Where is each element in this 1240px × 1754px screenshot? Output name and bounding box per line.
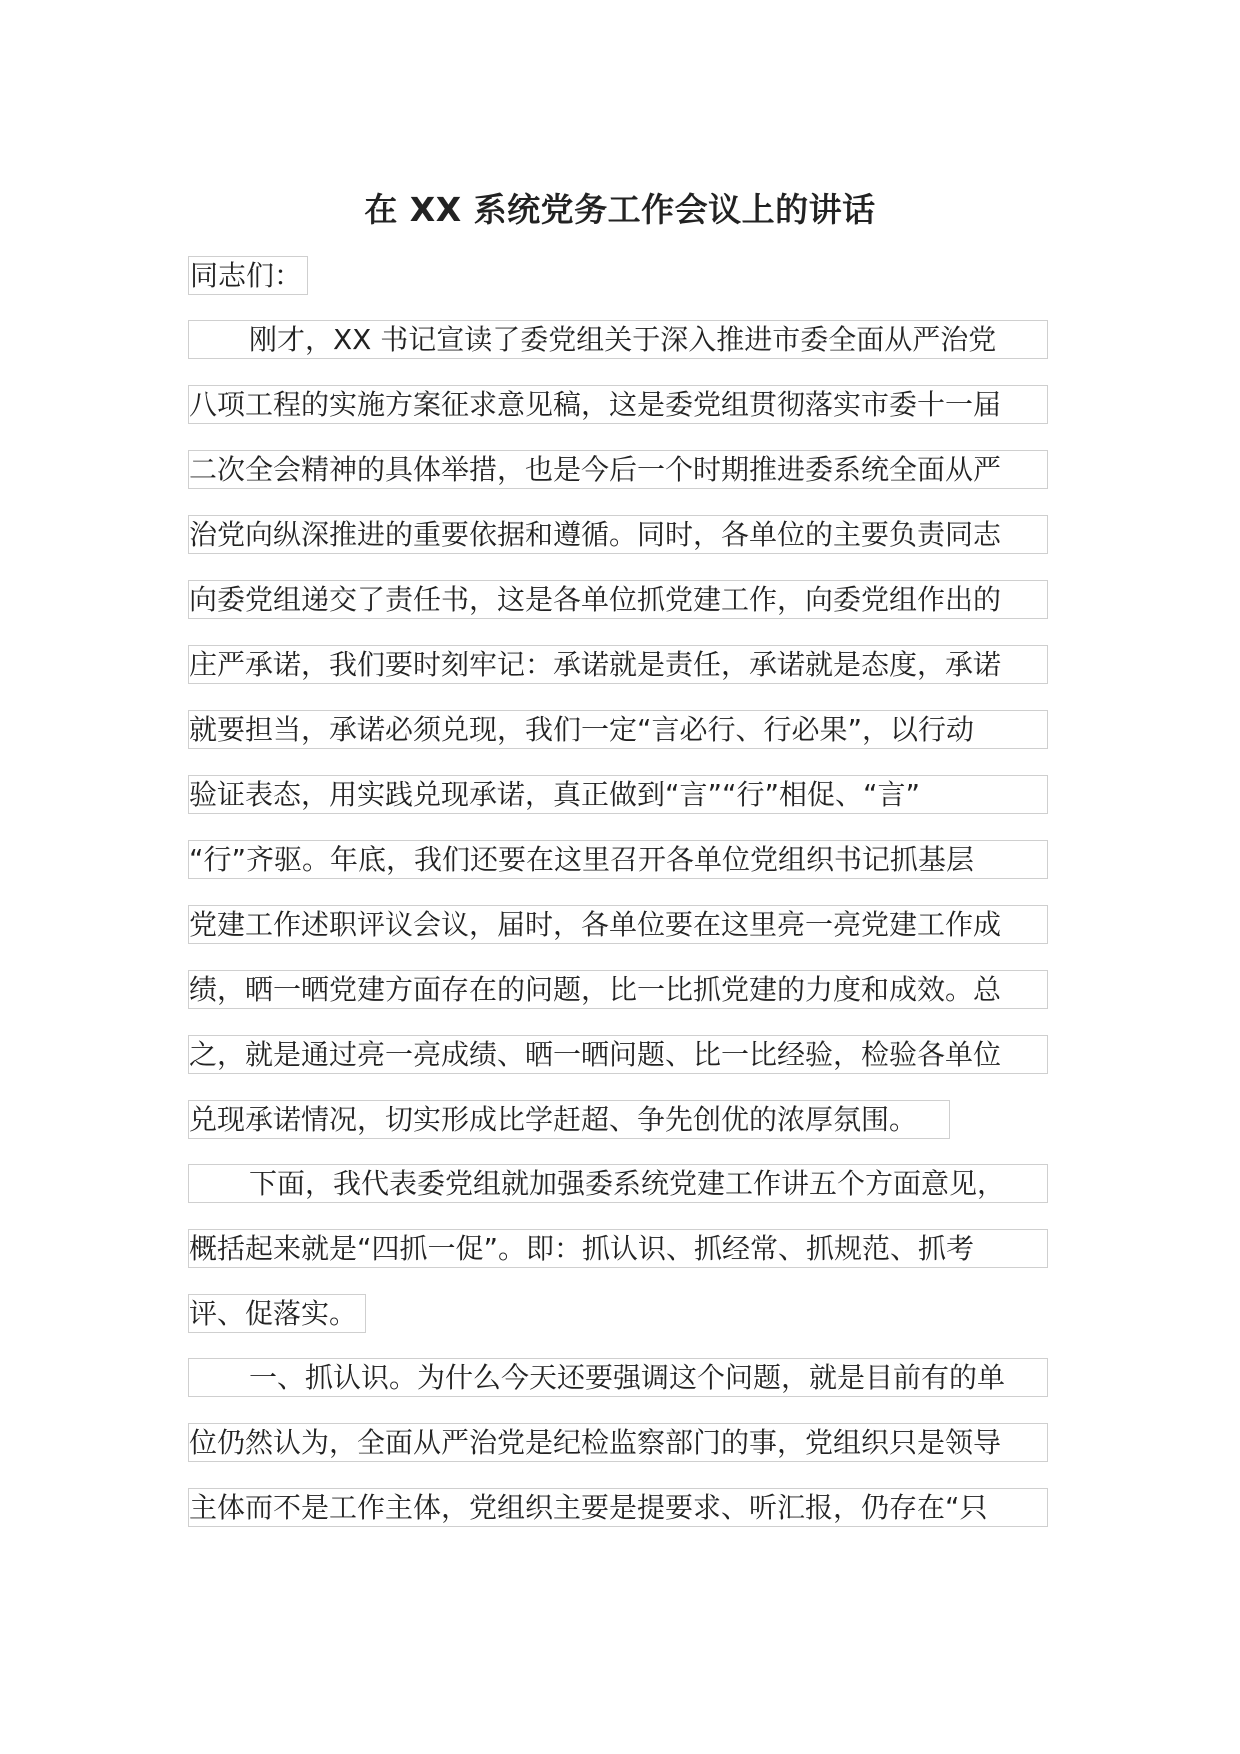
text-line-content: 主体而不是工作主体，党组织主要是提要求、听汇报，仍存在“只 bbox=[189, 1491, 988, 1524]
document-title: 在 XX 系统党务工作会议上的讲话 bbox=[364, 190, 876, 229]
text-line-content: 绩，晒一晒党建方面存在的问题，比一比抓党建的力度和成效。总 bbox=[189, 973, 1002, 1006]
text-line bbox=[188, 775, 1048, 814]
text-line bbox=[188, 256, 308, 295]
text-line bbox=[188, 1488, 1048, 1527]
text-line-content: 之，就是通过亮一亮成绩、晒一晒问题、比一比经验，检验各单位 bbox=[189, 1038, 1002, 1071]
text-line-content: “行”齐驱。年底，我们还要在这里召开各单位党组织书记抓基层 bbox=[189, 843, 975, 876]
text-line-content: 兑现承诺情况，切实形成比学赶超、争先创优的浓厚氛围。 bbox=[189, 1103, 918, 1136]
text-line-content: 验证表态，用实践兑现承诺，真正做到“言”“行”相促、“言” bbox=[189, 778, 921, 811]
text-line-content: 刚才，XX 书记宣读了委党组关于深入推进市委全面从严治党 bbox=[249, 323, 997, 356]
text-line-content: 评、促落实。 bbox=[189, 1297, 358, 1330]
text-line bbox=[188, 1423, 1048, 1462]
text-line bbox=[188, 1294, 366, 1333]
text-line bbox=[188, 840, 1048, 879]
text-line-content: 下面，我代表委党组就加强委系统党建工作讲五个方面意见， bbox=[249, 1167, 1006, 1200]
text-line bbox=[188, 1164, 1048, 1203]
text-line bbox=[188, 580, 1048, 619]
text-line bbox=[188, 320, 1048, 359]
text-line bbox=[188, 710, 1048, 749]
text-line bbox=[188, 1035, 1048, 1074]
text-line bbox=[188, 450, 1048, 489]
text-line bbox=[188, 905, 1048, 944]
text-line-content: 一、抓认识。为什么今天还要强调这个问题，就是目前有的单 bbox=[249, 1361, 1006, 1394]
text-line bbox=[188, 645, 1048, 684]
text-line-content: 党建工作述职评议会议，届时，各单位要在这里亮一亮党建工作成 bbox=[189, 908, 1002, 941]
text-line-content: 庄严承诺，我们要时刻牢记：承诺就是责任，承诺就是态度，承诺 bbox=[189, 648, 1002, 681]
text-line-content: 概括起来就是“四抓一促”。即：抓认识、抓经常、抓规范、抓考 bbox=[189, 1232, 975, 1265]
text-line bbox=[188, 1358, 1048, 1397]
text-line bbox=[188, 970, 1048, 1009]
text-line bbox=[188, 1100, 950, 1139]
text-line bbox=[188, 385, 1048, 424]
text-line bbox=[188, 515, 1048, 554]
text-line-content: 八项工程的实施方案征求意见稿，这是委党组贯彻落实市委十一届 bbox=[189, 388, 1002, 421]
text-line-content: 位仍然认为，全面从严治党是纪检监察部门的事，党组织只是领导 bbox=[189, 1426, 1002, 1459]
text-line-content: 向委党组递交了责任书，这是各单位抓党建工作，向委党组作出的 bbox=[189, 583, 1002, 616]
text-line-content: 就要担当，承诺必须兑现，我们一定“言必行、行必果”，以行动 bbox=[189, 713, 975, 746]
text-line-content: 治党向纵深推进的重要依据和遵循。同时，各单位的主要负责同志 bbox=[189, 518, 1002, 551]
text-line-content: 同志们： bbox=[190, 259, 303, 292]
text-line bbox=[188, 1229, 1048, 1268]
text-line-content: 二次全会精神的具体举措，也是今后一个时期推进委系统全面从严 bbox=[189, 453, 1002, 486]
